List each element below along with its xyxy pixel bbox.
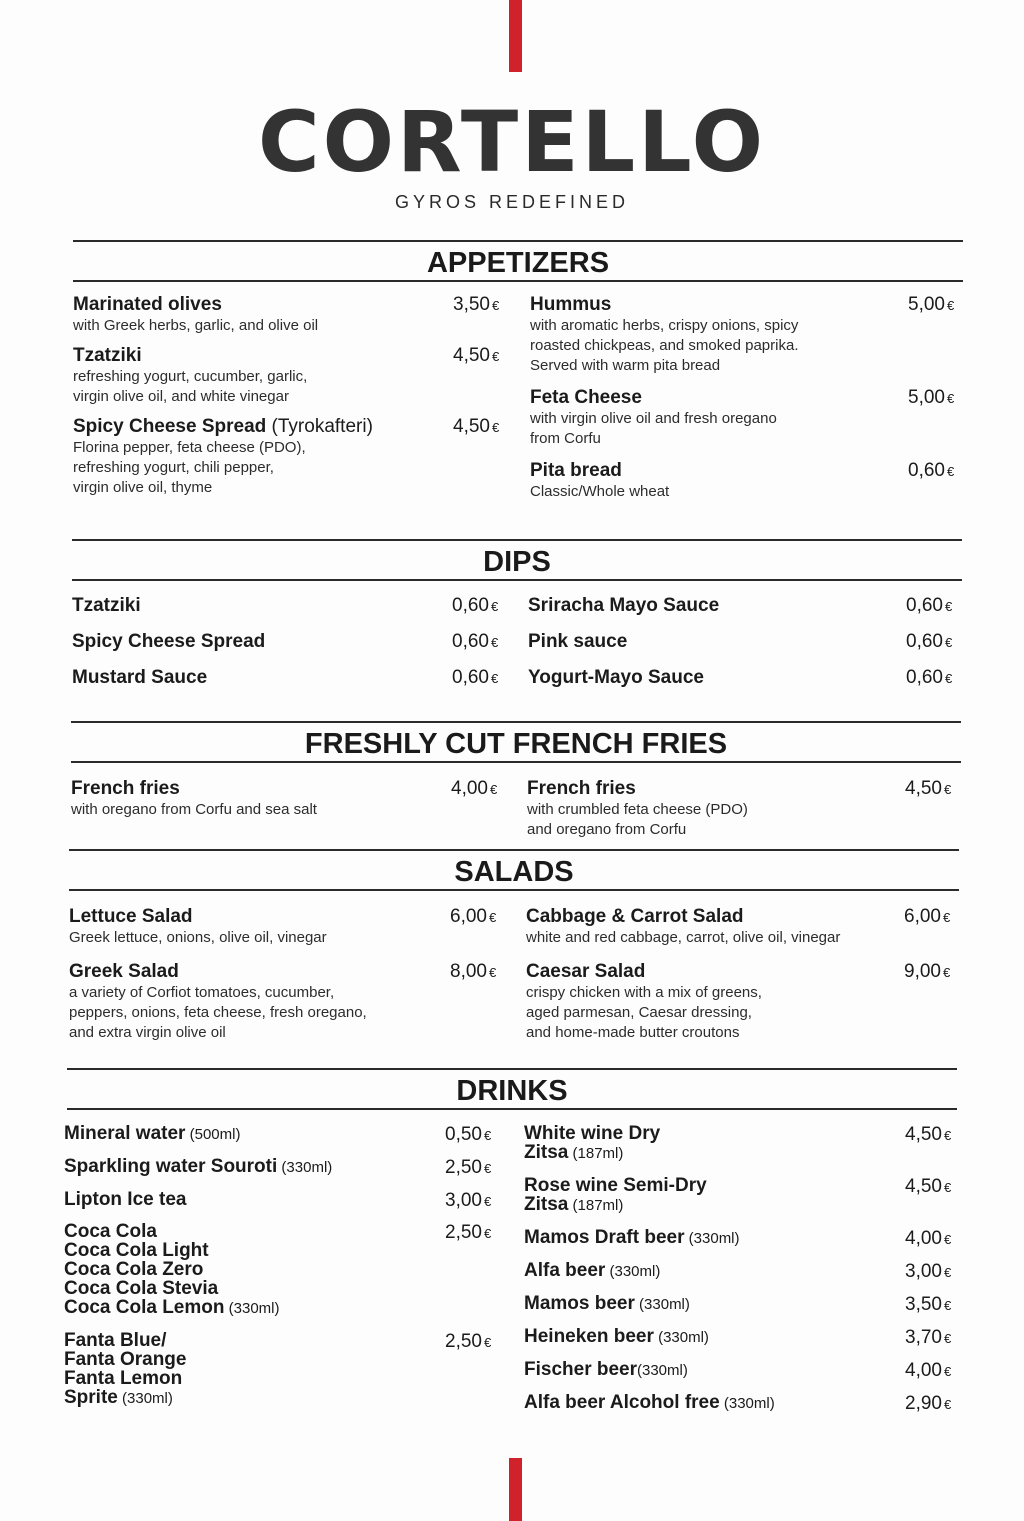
price-value: 2,50: [445, 1157, 482, 1178]
salads-left-column: [69, 906, 509, 1056]
drink-label: Coca Cola Light: [64, 1240, 209, 1261]
drink-size: (330ml): [277, 1159, 333, 1176]
price-value: 0,60: [452, 595, 489, 616]
drink-label: Fanta Blue/: [64, 1330, 167, 1351]
drink-name: [524, 1143, 957, 1163]
item-price: [453, 416, 499, 439]
price-value: 3,00: [445, 1190, 482, 1211]
currency-symbol: €: [943, 1331, 952, 1346]
menu-item: [73, 294, 513, 336]
menu-item: [530, 387, 963, 449]
item-label: Sriracha Mayo Sauce: [528, 595, 720, 616]
price-value: 0,60: [908, 460, 945, 481]
item-name: [528, 595, 962, 617]
item-price: [452, 631, 498, 654]
salads-right-column: [526, 906, 959, 1056]
item-price: [905, 1360, 951, 1383]
menu-item: [69, 961, 509, 1043]
price-value: 0,60: [906, 595, 943, 616]
item-description: white and red cabbage, carrot, olive oil, vinegar: [526, 929, 841, 946]
drink-name: [64, 1190, 504, 1209]
currency-symbol: €: [483, 1128, 492, 1143]
currency-symbol: €: [943, 1298, 952, 1313]
item-name: [72, 631, 512, 653]
section-title: SALADS: [454, 856, 574, 888]
item-label: Yogurt-Mayo Sauce: [528, 667, 704, 688]
drink-name: [64, 1279, 504, 1298]
drink-label: Coca Cola: [64, 1221, 157, 1242]
currency-symbol: €: [490, 599, 499, 614]
item-price: [445, 1157, 491, 1180]
drink-size: (330ml): [224, 1300, 280, 1317]
price-value: 2,90: [905, 1393, 942, 1414]
item-description: with aromatic herbs, crispy onions, spicy: [530, 317, 799, 334]
currency-symbol: €: [944, 671, 953, 686]
drink-label: Mineral water: [64, 1123, 186, 1144]
item-price: [445, 1190, 491, 1213]
drink-label: Sparkling water Souroti: [64, 1156, 278, 1177]
drink-size: (187ml): [568, 1145, 624, 1162]
drinks-right-column: [524, 1124, 957, 1426]
item-description: from Corfu: [530, 430, 601, 447]
price-value: 4,00: [905, 1360, 942, 1381]
item-price: [452, 595, 498, 618]
drink-label: Fanta Lemon: [64, 1368, 183, 1389]
drink-size: (330ml): [634, 1296, 690, 1313]
item-name: [73, 416, 513, 438]
drink-item: [64, 1124, 504, 1144]
item-price: [905, 1294, 951, 1317]
price-value: 4,50: [905, 1124, 942, 1145]
currency-symbol: €: [483, 1335, 492, 1350]
item-price: [451, 778, 497, 801]
item-price: [905, 1124, 951, 1147]
currency-symbol: €: [943, 1180, 952, 1195]
item-description: peppers, onions, feta cheese, fresh oregano,: [69, 1004, 367, 1021]
salads-section: [69, 849, 959, 1041]
drink-size: (330ml): [719, 1395, 775, 1412]
currency-symbol: €: [483, 1226, 492, 1241]
item-description: Served with warm pita bread: [530, 357, 721, 374]
menu-item: [526, 906, 959, 948]
item-description: a variety of Corfiot tomatoes, cucumber,: [69, 984, 335, 1001]
drink-label: Mamos beer: [524, 1293, 635, 1314]
drink-item: [524, 1176, 957, 1215]
drink-label: Zitsa: [524, 1194, 569, 1215]
price-value: 3,50: [905, 1294, 942, 1315]
drink-item: [64, 1222, 504, 1318]
item-description: aged parmesan, Caesar dressing,: [526, 1004, 752, 1021]
item-name: [527, 778, 961, 800]
item-name: [528, 667, 962, 689]
drink-size: (187ml): [568, 1197, 624, 1214]
drink-item: [64, 1157, 504, 1177]
menu-item: [527, 778, 961, 840]
currency-symbol: €: [491, 298, 500, 313]
section-header: [71, 721, 961, 763]
menu-item: [530, 294, 963, 376]
item-name: [72, 595, 512, 617]
drink-item: [524, 1294, 957, 1314]
fries-right-column: [527, 778, 961, 849]
menu-item: [72, 595, 512, 617]
drink-item: [524, 1124, 957, 1163]
menu-item: [69, 906, 509, 948]
menu-item: [72, 667, 512, 689]
item-price: [445, 1222, 491, 1245]
currency-symbol: €: [491, 420, 500, 435]
item-label: Lettuce Salad: [69, 906, 193, 927]
item-label: Pita bread: [530, 460, 622, 481]
price-value: 3,00: [905, 1261, 942, 1282]
appetizers-right-column: [530, 294, 963, 513]
drink-name: [524, 1228, 957, 1248]
drink-label: Fanta Orange: [64, 1349, 187, 1370]
drink-item: [524, 1393, 957, 1413]
price-value: 4,50: [453, 345, 490, 366]
menu-item: [73, 416, 513, 498]
drink-label: Zitsa: [524, 1142, 569, 1163]
item-description: and oregano from Corfu: [527, 821, 687, 838]
drink-size: (330ml): [117, 1390, 173, 1407]
drink-label: Alfa beer: [524, 1260, 606, 1281]
currency-symbol: €: [946, 391, 955, 406]
drinks-section: [64, 1068, 957, 1414]
item-description: Greek lettuce, onions, olive oil, vinegar: [69, 929, 327, 946]
section-title: DIPS: [483, 546, 551, 578]
item-label: Feta Cheese: [530, 387, 642, 408]
item-description: virgin olive oil, thyme: [73, 479, 213, 496]
drink-label: Mamos Draft beer: [524, 1227, 685, 1248]
price-value: 9,00: [904, 961, 941, 982]
price-value: 3,50: [453, 294, 490, 315]
drink-label: Lipton Ice tea: [64, 1189, 187, 1210]
item-label: Hummus: [530, 294, 612, 315]
item-description: with virgin olive oil and fresh oregano: [530, 410, 777, 427]
currency-symbol: €: [946, 298, 955, 313]
price-value: 4,50: [453, 416, 490, 437]
drink-name: [524, 1327, 957, 1347]
item-name-note: (Tyrokafteri): [266, 416, 373, 437]
currency-symbol: €: [488, 910, 497, 925]
dips-section: [72, 539, 962, 688]
price-value: 4,50: [905, 778, 942, 799]
item-description: with Greek herbs, garlic, and olive oil: [73, 317, 319, 334]
item-label: Marinated olives: [73, 294, 222, 315]
drink-name: [524, 1176, 957, 1195]
item-name: [69, 906, 509, 928]
menu-item: [528, 631, 962, 653]
drink-name: [64, 1222, 504, 1241]
item-label: Spicy Cheese Spread: [73, 416, 267, 437]
dips-left-column: [72, 595, 512, 703]
item-price: [905, 778, 951, 801]
drink-label: White wine Dry: [524, 1123, 661, 1144]
item-description: roasted chickpeas, and smoked paprika.: [530, 337, 799, 354]
currency-symbol: €: [946, 464, 955, 479]
item-price: [905, 1327, 951, 1350]
price-value: 8,00: [450, 961, 487, 982]
currency-symbol: €: [943, 1397, 952, 1412]
dips-right-column: [528, 595, 962, 703]
price-value: 6,00: [904, 906, 941, 927]
currency-symbol: €: [490, 635, 499, 650]
drink-item: [524, 1360, 957, 1380]
drink-name: [524, 1261, 957, 1281]
price-value: 0,60: [906, 631, 943, 652]
price-value: 0,60: [452, 667, 489, 688]
drink-name: [524, 1360, 957, 1380]
item-price: [450, 961, 496, 984]
currency-symbol: €: [944, 635, 953, 650]
item-label: French fries: [527, 778, 636, 799]
item-name: [73, 345, 513, 367]
appetizers-left-column: [73, 294, 513, 507]
item-label: Pink sauce: [528, 631, 628, 652]
currency-symbol: €: [489, 782, 498, 797]
menu-item: [73, 345, 513, 407]
price-value: 2,50: [445, 1331, 482, 1352]
drink-name: [524, 1124, 957, 1143]
price-value: 4,00: [905, 1228, 942, 1249]
drink-name: [64, 1241, 504, 1260]
item-description: Classic/Whole wheat: [530, 483, 670, 500]
drink-size: (330ml): [637, 1362, 688, 1379]
drink-label: Rose wine Semi-Dry: [524, 1175, 707, 1196]
currency-symbol: €: [491, 349, 500, 364]
price-value: 3,70: [905, 1327, 942, 1348]
item-name: [528, 631, 962, 653]
currency-symbol: €: [488, 965, 497, 980]
item-name: [69, 961, 509, 983]
drink-name: [64, 1298, 504, 1318]
tagline: GYROS REDEFINED: [394, 192, 630, 212]
drinks-left-column: [64, 1124, 504, 1421]
drink-name: [64, 1124, 504, 1144]
drink-name: [64, 1388, 504, 1408]
fries-left-column: [71, 778, 511, 829]
price-value: 5,00: [908, 294, 945, 315]
item-label: Mustard Sauce: [72, 667, 208, 688]
item-name: [526, 961, 959, 983]
item-name: [530, 460, 963, 482]
item-label: Greek Salad: [69, 961, 179, 982]
item-description: refreshing yogurt, chili pepper,: [73, 459, 274, 476]
item-label: Spicy Cheese Spread: [72, 631, 266, 652]
currency-symbol: €: [943, 1128, 952, 1143]
drink-item: [524, 1261, 957, 1281]
drink-item: [64, 1331, 504, 1408]
item-name: [530, 387, 963, 409]
price-value: 6,00: [450, 906, 487, 927]
item-price: [452, 667, 498, 690]
section-title: DRINKS: [456, 1075, 568, 1107]
item-price: [905, 1261, 951, 1284]
price-value: 4,00: [451, 778, 488, 799]
section-title: APPETIZERS: [426, 247, 610, 279]
section-title: FRESHLY CUT FRENCH FRIES: [304, 728, 728, 760]
item-description: refreshing yogurt, cucumber, garlic,: [73, 368, 308, 385]
item-description: with oregano from Corfu and sea salt: [71, 801, 317, 818]
section-header: [73, 240, 963, 282]
currency-symbol: €: [483, 1161, 492, 1176]
drink-name: [64, 1331, 504, 1350]
item-label: Tzatziki: [72, 595, 141, 616]
drink-label: Heineken beer: [524, 1326, 654, 1347]
item-description: and home-made butter croutons: [526, 1024, 740, 1041]
section-header: [69, 849, 959, 891]
item-description: with crumbled feta cheese (PDO): [527, 801, 748, 818]
drink-label: Sprite: [64, 1387, 118, 1408]
item-description: crispy chicken with a mix of greens,: [526, 984, 762, 1001]
currency-symbol: €: [944, 599, 953, 614]
item-label: Caesar Salad: [526, 961, 646, 982]
item-label: Cabbage & Carrot Salad: [526, 906, 744, 927]
currency-symbol: €: [490, 671, 499, 686]
item-price: [905, 1393, 951, 1416]
item-price: [445, 1331, 491, 1354]
item-name: [73, 294, 513, 316]
drink-name: [64, 1260, 504, 1279]
price-value: 2,50: [445, 1222, 482, 1243]
item-price: [906, 595, 952, 618]
menu-item: [528, 667, 962, 689]
drink-label: Alfa beer Alcohol free: [524, 1392, 720, 1413]
item-price: [906, 667, 952, 690]
drink-size: (500ml): [185, 1126, 241, 1143]
menu-header: [0, 94, 1024, 213]
item-label: French fries: [71, 778, 180, 799]
price-value: 0,60: [906, 667, 943, 688]
item-price: [450, 906, 496, 929]
section-header: [72, 539, 962, 581]
drink-item: [524, 1228, 957, 1248]
item-name: [71, 778, 511, 800]
appetizers-section: [73, 240, 963, 500]
drink-name: [524, 1195, 957, 1215]
bottom-accent-bar: [509, 1458, 522, 1521]
item-price: [453, 345, 499, 368]
drink-label: Coca Cola Zero: [64, 1259, 204, 1280]
drink-size: (330ml): [605, 1263, 661, 1280]
item-price: [905, 1176, 951, 1199]
price-value: 0,60: [452, 631, 489, 652]
item-name: [72, 667, 512, 689]
drink-label: Coca Cola Stevia: [64, 1278, 219, 1299]
item-description: virgin olive oil, and white vinegar: [73, 388, 289, 405]
item-price: [453, 294, 499, 317]
item-price: [445, 1124, 491, 1147]
currency-symbol: €: [943, 782, 952, 797]
drink-name: [64, 1369, 504, 1388]
drink-name: [524, 1294, 957, 1314]
top-accent-bar: [509, 0, 522, 72]
item-name: [530, 294, 963, 316]
item-price: [908, 387, 954, 410]
currency-symbol: €: [942, 910, 951, 925]
currency-symbol: €: [943, 1265, 952, 1280]
currency-symbol: €: [943, 1364, 952, 1379]
price-value: 4,50: [905, 1176, 942, 1197]
menu-item: [526, 961, 959, 1043]
drink-name: [64, 1157, 504, 1177]
item-price: [904, 906, 950, 929]
item-description: and extra virgin olive oil: [69, 1024, 226, 1041]
item-name: [526, 906, 959, 928]
item-price: [904, 961, 950, 984]
item-price: [908, 460, 954, 483]
item-description: Florina pepper, feta cheese (PDO),: [73, 439, 306, 456]
drink-name: [524, 1393, 957, 1413]
fries-section: [71, 721, 961, 838]
price-value: 0,50: [445, 1124, 482, 1145]
section-header: [67, 1068, 957, 1110]
drink-item: [524, 1327, 957, 1347]
currency-symbol: €: [942, 965, 951, 980]
drink-label: Fischer beer: [524, 1359, 637, 1380]
item-price: [905, 1228, 951, 1251]
item-price: [906, 631, 952, 654]
currency-symbol: €: [483, 1194, 492, 1209]
item-label: Tzatziki: [73, 345, 142, 366]
drink-item: [64, 1190, 504, 1209]
menu-item: [72, 631, 512, 653]
menu-item: [530, 460, 963, 502]
currency-symbol: €: [943, 1232, 952, 1247]
drink-name: [64, 1350, 504, 1369]
menu-item: [71, 778, 511, 820]
menu-item: [528, 595, 962, 617]
drink-size: (330ml): [653, 1329, 709, 1346]
drink-size: (330ml): [684, 1230, 740, 1247]
brand-logo: CORTELLO: [257, 93, 767, 191]
item-price: [908, 294, 954, 317]
price-value: 5,00: [908, 387, 945, 408]
drink-label: Coca Cola Lemon: [64, 1297, 225, 1318]
